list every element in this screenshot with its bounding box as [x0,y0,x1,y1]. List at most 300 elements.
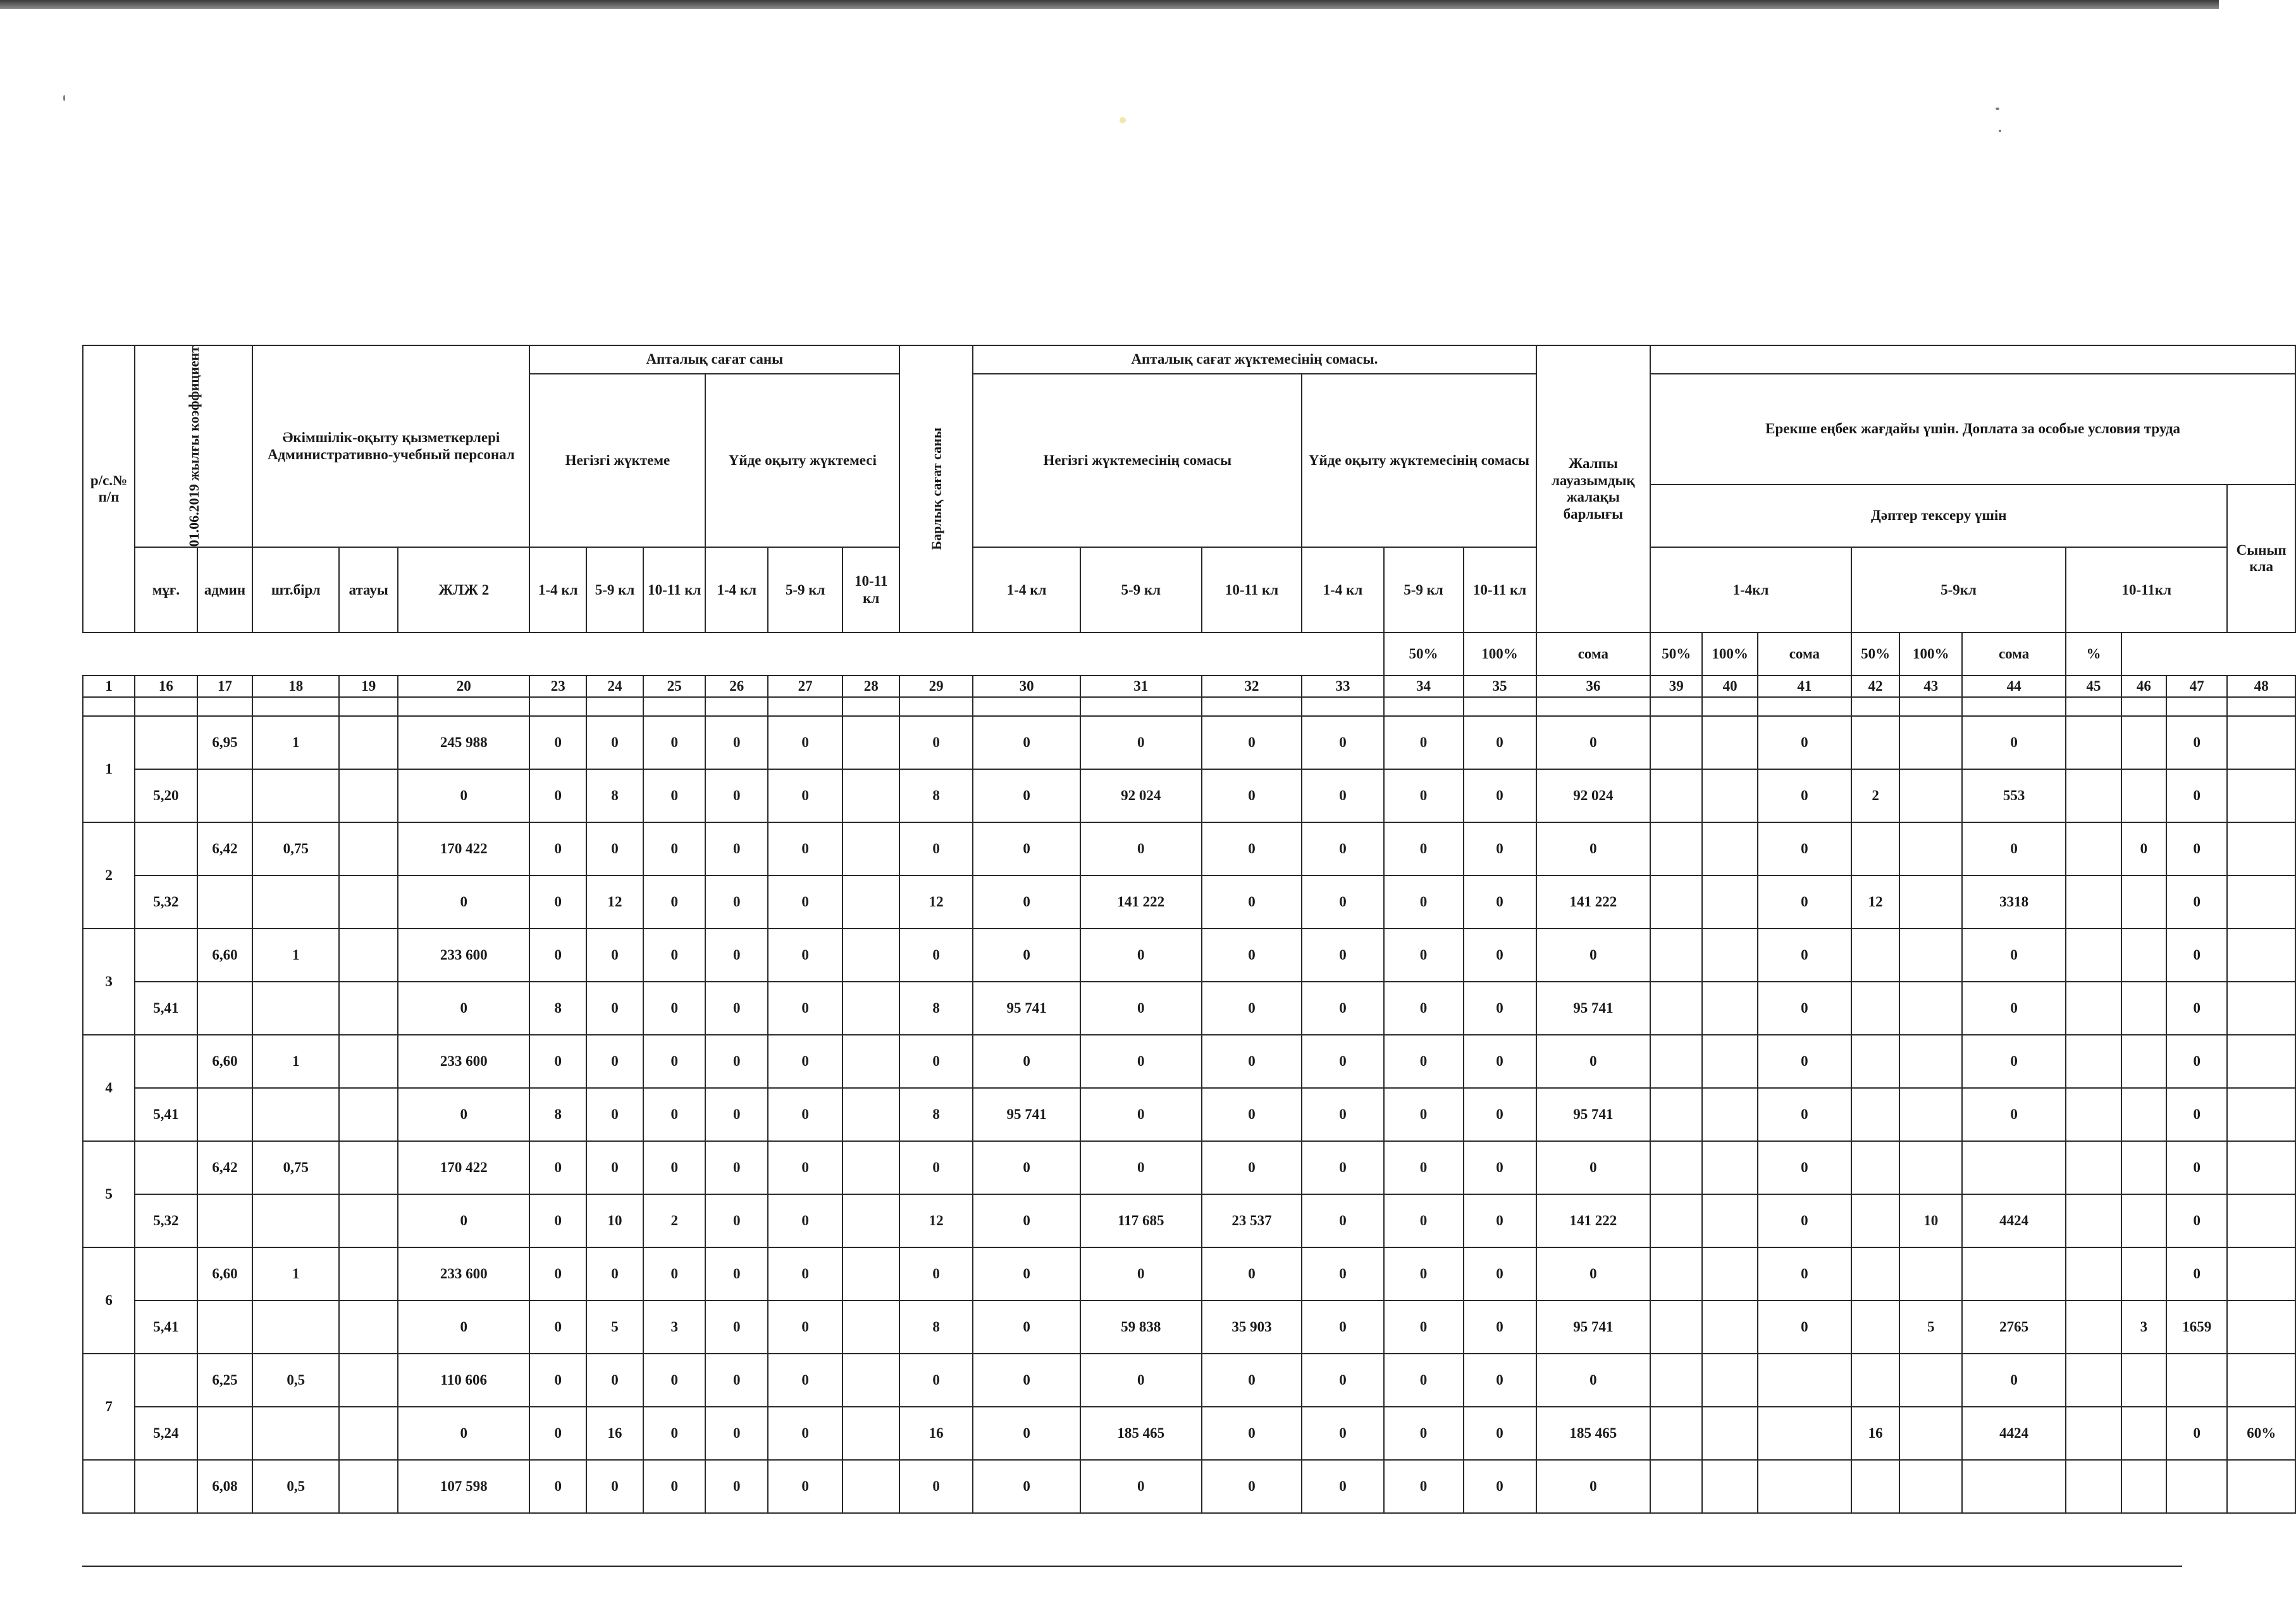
table-cell: 0 [1962,1035,2066,1088]
base-load-header: Негізгі жүктеме [529,374,705,547]
table-cell: 0 [899,1247,973,1301]
table-row [83,716,2295,769]
table-cell [842,1354,899,1407]
table-cell [1702,1035,1758,1088]
table-cell: 0 [1758,716,1851,769]
table-cell: 0 [1080,1354,1202,1407]
table-cell: 0 [529,769,586,822]
table-cell: 0 [1464,769,1536,822]
table-cell [339,1354,398,1407]
table-cell [1650,1141,1702,1194]
table-cell [1702,822,1758,875]
table-cell [1650,875,1702,929]
table-cell: 0 [1080,929,1202,982]
base-10-11-header: 10-11 кл [643,547,706,633]
home-10-11-header: 10-11 кл [842,547,899,633]
column-number: 42 [1851,676,1900,697]
table-cell: 0 [1758,982,1851,1035]
table-cell: 0 [643,1247,706,1301]
table-cell [2121,1194,2166,1247]
row-number: 3 [83,929,135,1035]
table-row [83,769,2295,822]
table-cell: 0 [1962,1088,2066,1141]
table-cell: 8 [899,769,973,822]
table-cell [339,929,398,982]
table-cell: 95 741 [1536,1088,1651,1141]
table-cell: 0 [1302,822,1383,875]
table-cell [339,982,398,1035]
column-number: 34 [1384,676,1464,697]
column-number: 18 [252,676,339,697]
table-row [83,875,2295,929]
table-cell: 233 600 [398,929,529,982]
table-cell: 107 598 [398,1460,529,1513]
table-cell: 0 [1202,1460,1302,1513]
table-cell [842,769,899,822]
table-cell: 0 [1384,1141,1464,1194]
table-cell: 6,60 [197,929,253,982]
column-number: 39 [1650,676,1702,697]
table-cell: 0 [768,1407,842,1460]
row-number: 1 [83,716,135,822]
table-cell: 0 [973,875,1080,929]
table-row [83,982,2295,1035]
table-cell: 0 [1464,1407,1536,1460]
table-cell: 233 600 [398,1035,529,1088]
column-number: 40 [1702,676,1758,697]
table-cell: 0 [1758,1194,1851,1247]
table-cell: 0 [1464,716,1536,769]
table-cell: 0 [398,1301,529,1354]
table-cell: 185 465 [1536,1407,1651,1460]
home-load-sum-header: Үйде оқыту жүктемесінің сомасы [1302,374,1536,547]
table-cell: 0,5 [252,1460,339,1513]
table-cell [2227,875,2295,929]
table-cell: 0 [1962,929,2066,982]
table-cell: 35 903 [1202,1301,1302,1354]
table-cell: 0 [1758,769,1851,822]
table-cell [197,1088,253,1141]
table-cell [1650,1301,1702,1354]
table-cell: 0 [1302,1035,1383,1088]
table-cell: 92 024 [1536,769,1651,822]
table-cell: 0 [586,716,643,769]
table-cell [1899,1407,1962,1460]
table-cell [1851,982,1900,1035]
table-cell: 1 [252,929,339,982]
table-cell: 0,5 [252,1354,339,1407]
table-cell: 0 [768,716,842,769]
table-cell [1702,1301,1758,1354]
table-cell: 0 [1464,1247,1536,1301]
table-cell: 0 [1202,822,1302,875]
table-cell: 0 [973,1141,1080,1194]
table-cell: 0 [768,1035,842,1088]
special-conditions-header: Ерекше еңбек жағдайы үшін. Доплата за особые условия труда [1650,374,2295,485]
column-number: 48 [2227,676,2295,697]
table-cell: 0 [643,822,706,875]
table-cell [1899,1088,1962,1141]
table-cell [2227,1035,2295,1088]
column-number: 26 [705,676,768,697]
table-cell: 0 [2166,1088,2227,1141]
table-cell: 0 [705,875,768,929]
table-cell: 12 [586,875,643,929]
column-number: 46 [2121,676,2166,697]
table-cell [2227,822,2295,875]
table-cell [1702,1354,1758,1407]
table-cell [1702,1141,1758,1194]
table-cell [1650,1035,1702,1088]
table-cell [135,822,197,875]
table-cell: 0 [1758,1247,1851,1301]
table-cell [2121,1141,2166,1194]
staff-units-header: шт.бірл [252,547,339,633]
table-cell [2227,1354,2295,1407]
sum-home-10-11-header: 10-11 кл [1464,547,1536,633]
table-cell: 0 [705,769,768,822]
table-cell: 12 [899,875,973,929]
table-cell [1899,769,1962,822]
table-cell [2066,1088,2121,1141]
table-cell: 0 [1080,1035,1202,1088]
row-number: 2 [83,822,135,929]
table-cell: 8 [529,982,586,1035]
table-cell [2066,929,2121,982]
table-cell [339,1407,398,1460]
table-cell: 8 [899,982,973,1035]
table-cell [2066,1354,2121,1407]
table-cell: 0 [643,1035,706,1088]
table-cell: 0 [768,1194,842,1247]
table-cell: 0 [1384,1354,1464,1407]
column-number: 20 [398,676,529,697]
table-cell [842,1407,899,1460]
column-number: 19 [339,676,398,697]
weekly-sum-header: Апталық сағат жүктемесінің сомасы. [973,345,1536,374]
table-cell: 0 [973,1035,1080,1088]
table-cell: 0 [1302,1141,1383,1194]
table-row [83,929,2295,982]
home-load-header: Үйде оқыту жүктемесі [705,374,899,547]
table-cell: 141 222 [1536,875,1651,929]
table-cell [2121,875,2166,929]
table-cell: 0 [1464,929,1536,982]
table-cell [2227,1194,2295,1247]
table-cell: 0 [899,1354,973,1407]
table-cell [2121,1088,2166,1141]
table-cell: 0 [1464,822,1536,875]
table-cell [1851,1194,1900,1247]
table-cell [1851,1301,1900,1354]
table-cell [2066,716,2121,769]
column-number: 24 [586,676,643,697]
table-cell: 0 [768,875,842,929]
table-cell [1702,875,1758,929]
scan-speck [1120,117,1126,123]
table-cell [1899,875,1962,929]
table-cell: 0 [768,1460,842,1513]
table-cell: 0 [398,769,529,822]
table-cell: 0 [768,1141,842,1194]
table-cell [339,875,398,929]
table-cell [1758,1407,1851,1460]
table-cell [2066,875,2121,929]
table-cell: 5,41 [135,982,197,1035]
row-number: 5 [83,1141,135,1247]
table-cell: 6,60 [197,1035,253,1088]
table-cell [339,1301,398,1354]
table-cell: 0 [1202,1247,1302,1301]
table-cell [339,1194,398,1247]
table-cell: 0 [1302,1194,1383,1247]
table-cell: 0 [768,982,842,1035]
table-cell [1899,982,1962,1035]
table-cell [842,1460,899,1513]
table-cell: 0 [529,1141,586,1194]
table-cell: 0 [899,822,973,875]
table-cell: 0 [643,1354,706,1407]
table-cell: 185 465 [1080,1407,1202,1460]
table-cell [1962,1247,2066,1301]
table-cell: 0 [705,716,768,769]
table-cell: 0 [899,1035,973,1088]
grade-5-9-header: 5-9кл [1851,547,2066,633]
table-cell [1650,1354,1702,1407]
table-cell [1851,1088,1900,1141]
table-cell [1650,1460,1702,1513]
table-cell [2121,1035,2166,1088]
table-cell: 0 [1536,1141,1651,1194]
table-cell: 0 [1302,1460,1383,1513]
table-cell: 0 [1080,1088,1202,1141]
table-cell: 0 [1080,1247,1202,1301]
table-cell: 0 [1302,875,1383,929]
table-cell: 0 [705,982,768,1035]
table-cell: 0 [1302,1354,1383,1407]
table-cell: 141 222 [1536,1194,1651,1247]
table-cell: 59 838 [1080,1301,1202,1354]
table-cell: 233 600 [398,1247,529,1301]
sum-home-5-9-header: 5-9 кл [1384,547,1464,633]
column-number: 32 [1202,676,1302,697]
sum-header: сома [1536,633,1651,676]
table-cell: 0 [643,716,706,769]
table-cell [1851,1035,1900,1088]
table-cell [252,982,339,1035]
table-cell: 0 [529,1194,586,1247]
table-cell [1962,1141,2066,1194]
column-number: 27 [768,676,842,697]
blank-top-header [1650,345,2295,374]
table-cell: 0 [705,1301,768,1354]
column-number: 23 [529,676,586,697]
column-number: 25 [643,676,706,697]
column-number: 45 [2066,676,2121,697]
table-cell [1758,1354,1851,1407]
column-number: 33 [1302,676,1383,697]
row-number: 6 [83,1247,135,1354]
table-cell: 6,08 [197,1460,253,1513]
table-cell [1851,929,1900,982]
table-cell: 0 [705,1354,768,1407]
table-cell [2227,1247,2295,1301]
table-cell: 5 [1899,1301,1962,1354]
table-cell [1702,1247,1758,1301]
home-1-4-header: 1-4 кл [705,547,768,633]
table-cell: 0 [2166,716,2227,769]
scan-edge [0,0,2219,9]
table-cell: 0 [1758,1088,1851,1141]
table-cell: 5,41 [135,1301,197,1354]
sum-base-10-11-header: 10-11 кл [1202,547,1302,633]
table-cell [2121,769,2166,822]
table-cell: 0 [705,1407,768,1460]
table-cell: 95 741 [1536,1301,1651,1354]
table-cell: 0 [1384,769,1464,822]
table-cell: 0 [1384,1407,1464,1460]
table-cell: 0 [529,1247,586,1301]
table-cell [2066,1194,2121,1247]
table-cell: 92 024 [1080,769,1202,822]
base-5-9-header: 5-9 кл [586,547,643,633]
table-cell [2066,769,2121,822]
table-cell [1851,1141,1900,1194]
table-cell: 0 [1758,1141,1851,1194]
table-cell: 12 [1851,875,1900,929]
table-cell: 0 [1384,1194,1464,1247]
table-cell [2066,982,2121,1035]
table-cell [1650,1247,1702,1301]
table-cell: 0 [2166,929,2227,982]
table-cell [1899,1141,1962,1194]
table-row [83,1354,2295,1407]
table-cell: 110 606 [398,1354,529,1407]
table-cell [1702,1088,1758,1141]
table-cell [2066,1035,2121,1088]
table-cell [135,1247,197,1301]
column-number: 29 [899,676,973,697]
sum-header: сома [1758,633,1851,676]
table-cell: 0 [705,822,768,875]
table-cell: 8 [529,1088,586,1141]
table-cell: 1 [252,716,339,769]
table-cell: 0 [1384,929,1464,982]
table-cell: 0 [1962,716,2066,769]
table-cell: 0 [973,769,1080,822]
table-cell: 0 [899,929,973,982]
table-cell: 0 [1384,1460,1464,1513]
table-cell: 0 [1302,1407,1383,1460]
table-cell: 0 [1302,769,1383,822]
table-cell: 0 [529,929,586,982]
table-cell: 0 [1202,1035,1302,1088]
table-cell: 0 [2166,875,2227,929]
salary-table [82,345,2296,1514]
table-cell: 0 [1384,875,1464,929]
table-cell: 0 [1464,1301,1536,1354]
table-cell: 553 [1962,769,2066,822]
sum-base-5-9-header: 5-9 кл [1080,547,1202,633]
table-cell [1962,1460,2066,1513]
table-cell: 0,75 [252,1141,339,1194]
table-cell [1650,822,1702,875]
table-cell: 0 [1464,1460,1536,1513]
teacher-col-header: мұғ. [135,547,197,633]
table-cell: 0 [973,716,1080,769]
table-cell: 3 [643,1301,706,1354]
table-cell: 0 [586,822,643,875]
table-cell: 0 [1302,982,1383,1035]
table-cell [1851,1460,1900,1513]
table-cell: 2765 [1962,1301,2066,1354]
table-cell: 0 [529,822,586,875]
table-cell [2066,822,2121,875]
table-row [83,1460,2295,1513]
table-cell: 0 [1202,1354,1302,1407]
table-cell [2121,1460,2166,1513]
table-cell [197,1407,253,1460]
table-row [83,1407,2295,1460]
table-cell: 5,32 [135,1194,197,1247]
table-row [83,1247,2295,1301]
table-cell [2227,716,2295,769]
table-cell [842,929,899,982]
table-cell: 0 [1080,822,1202,875]
table-cell: 3 [2121,1301,2166,1354]
table-cell: 0 [1384,716,1464,769]
table-cell [339,1088,398,1141]
table-cell: 0 [1384,982,1464,1035]
table-cell: 0 [1962,822,2066,875]
table-cell [252,1194,339,1247]
table-cell: 0 [705,929,768,982]
table-cell: 0 [973,822,1080,875]
table-cell [842,716,899,769]
table-cell [2121,1407,2166,1460]
table-cell [2166,1354,2227,1407]
title-col-header: атауы [339,547,398,633]
table-cell: 0 [705,1194,768,1247]
column-number: 1 [83,676,135,697]
table-cell: 0 [973,1301,1080,1354]
table-cell: 0 [586,1088,643,1141]
table-cell: 0 [398,1194,529,1247]
table-cell: 0 [529,1460,586,1513]
column-number: 43 [1899,676,1962,697]
table-cell: 3318 [1962,875,2066,929]
table-cell: 0 [768,1247,842,1301]
table-cell: 245 988 [398,716,529,769]
table-cell: 0 [973,1407,1080,1460]
table-cell: 0 [899,1460,973,1513]
table-cell [1650,1088,1702,1141]
table-cell [1650,1407,1702,1460]
table-cell: 0 [705,1247,768,1301]
table-cell: 0 [398,982,529,1035]
table-cell [1702,982,1758,1035]
table-cell: 0 [529,1035,586,1088]
table-cell [197,769,253,822]
table-cell [2121,1247,2166,1301]
table-cell: 0 [1202,929,1302,982]
column-number: 35 [1464,676,1536,697]
table-cell: 2 [643,1194,706,1247]
table-cell [197,875,253,929]
table-cell: 0 [643,875,706,929]
table-cell: 5,41 [135,1088,197,1141]
admin-staff-header: Әкімшілік-оқыту қызметкерлері Административно-учебный персонал [252,345,529,547]
